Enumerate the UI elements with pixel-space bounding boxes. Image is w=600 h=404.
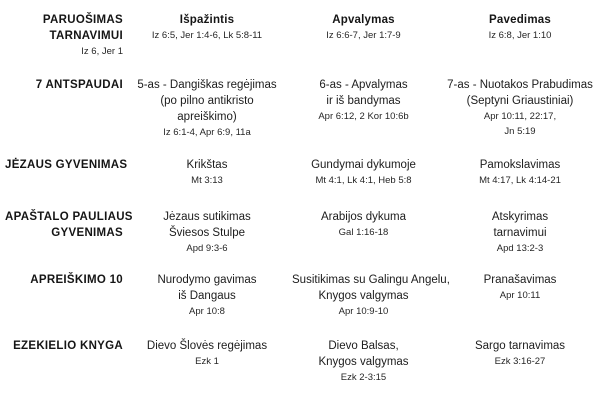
row-header-cell	[0, 157, 127, 188]
table-cell	[127, 209, 287, 256]
cell-title-line: Sargo tarnavimas	[474, 340, 566, 352]
cell-title-line: (po pilno antikristo	[160, 95, 254, 107]
cell-title-line: 7-as - Nuotakos Prabudimas	[447, 79, 593, 91]
scripture-ref: Iz 6:1-4, Apr 6:9, 11a	[163, 127, 251, 138]
scripture-ref: Mt 4:17, Lk 4:14-21	[479, 175, 561, 186]
table-cell	[127, 157, 287, 188]
table-row	[0, 157, 600, 188]
cell-title-line: apreiškimo)	[177, 111, 237, 123]
scripture-ref: Mt 3:13	[191, 175, 223, 186]
scripture-ref: Mt 4:1, Lk 4:1, Heb 5:8	[315, 175, 412, 186]
scripture-ref: Iz 6:8, Jer 1:10	[488, 30, 552, 41]
cell-title-line: Jėzaus sutikimas	[163, 211, 251, 223]
table-cell	[287, 272, 450, 319]
cell-title-line: iš Dangaus	[178, 290, 236, 302]
cell-title-line: Pranašavimas	[483, 274, 557, 286]
scripture-ref: Apr 10:8	[189, 306, 225, 317]
scripture-ref: Apr 10:11, 22:17,	[483, 111, 557, 122]
row-header-cell	[0, 77, 127, 140]
table-cell	[287, 209, 440, 256]
cell-title-line: Atskyrimas	[491, 211, 549, 223]
table-cell	[440, 272, 600, 319]
cell-title-line: Dievo Šlovės regėjimas	[146, 340, 268, 352]
table-row	[0, 209, 600, 256]
scripture-ref: Iz 6:6-7, Jer 1:7-9	[326, 30, 401, 41]
scripture-ref: Apr 10:9-10	[338, 306, 389, 317]
table-cell	[440, 338, 600, 385]
table-cell	[440, 157, 600, 188]
scripture-ref: Gal 1:16-18	[338, 227, 389, 238]
scripture-ref: Iz 6, Jer 1	[81, 46, 123, 57]
scripture-ref: Apr 10:11	[499, 290, 541, 301]
row-header-line: PARUOŠIMAS	[42, 14, 123, 26]
table-cell	[287, 338, 440, 385]
table-cell	[287, 12, 440, 59]
cell-title-line: Pamokslavimas	[479, 159, 561, 171]
table-row	[0, 272, 600, 319]
scripture-ref: Jn 5:19	[504, 126, 536, 137]
row-header-line: JĖZAUS GYVENIMAS	[5, 159, 128, 171]
cell-title-line: Knygos valgymas	[318, 290, 409, 302]
cell-title-line: ir iš bandymas	[326, 95, 401, 107]
table-row	[0, 12, 600, 59]
row-header-line: APAŠTALO PAULIAUS	[5, 211, 133, 223]
cell-title-line: Knygos valgymas	[318, 356, 409, 368]
row-header-cell	[0, 338, 127, 385]
cell-title-line: Išpažintis	[179, 14, 235, 26]
table-cell	[127, 77, 287, 140]
scripture-ref: Ezk 3:16-27	[494, 356, 546, 367]
scripture-ref: Apd 13:2-3	[496, 243, 544, 254]
cell-title-line: tarnavimui	[493, 227, 547, 239]
scripture-ref: Ezk 1	[195, 356, 219, 367]
row-header-line: APREIŠKIMO 10	[30, 274, 123, 286]
table-cell	[440, 209, 600, 256]
scripture-ref: Ezk 2-3:15	[340, 372, 387, 383]
cell-title-line: 6-as - Apvalymas	[319, 79, 408, 91]
cell-title-line: Nurodymo gavimas	[157, 274, 257, 286]
table-cell	[127, 272, 287, 319]
row-header-line: TARNAVIMUI	[49, 30, 123, 42]
cell-title-line: 5-as - Dangiškas regėjimas	[137, 79, 277, 91]
cell-title-line: Gundymai dykumoje	[311, 159, 416, 171]
row-header-cell	[0, 272, 127, 319]
cell-title-line: Šviesos Stulpe	[168, 227, 246, 239]
row-header-line: 7 ANTSPAUDAI	[35, 79, 123, 91]
table-cell	[440, 12, 600, 59]
table-cell	[440, 77, 600, 140]
cell-title-line: Susitikimas su Galingu Angelu,	[292, 274, 450, 286]
cell-title-line: Pavedimas	[489, 14, 551, 26]
table-cell	[287, 77, 440, 140]
cell-title-line: Krikštas	[186, 159, 228, 171]
row-header-line: GYVENIMAS	[51, 227, 123, 239]
cell-title-line: Arabijos dykuma	[320, 211, 406, 223]
table-row	[0, 77, 600, 140]
row-header-cell	[0, 209, 133, 256]
row-header-cell	[0, 12, 127, 59]
table-row	[0, 338, 600, 385]
table-cell	[287, 157, 440, 188]
row-header-line: EZEKIELIO KNYGA	[13, 340, 123, 352]
cell-title-line: Dievo Balsas,	[328, 340, 399, 352]
cell-title-line: Apvalymas	[332, 14, 395, 26]
table-cell	[127, 338, 287, 385]
scripture-ref: Apd 9:3-6	[186, 243, 228, 254]
scripture-ref: Apr 6:12, 2 Kor 10:6b	[318, 111, 409, 122]
scripture-ref: Iz 6:5, Jer 1:4-6, Lk 5:8-11	[151, 30, 263, 41]
table-cell	[127, 12, 287, 59]
cell-title-line: (Septyni Griaustiniai)	[466, 95, 574, 107]
